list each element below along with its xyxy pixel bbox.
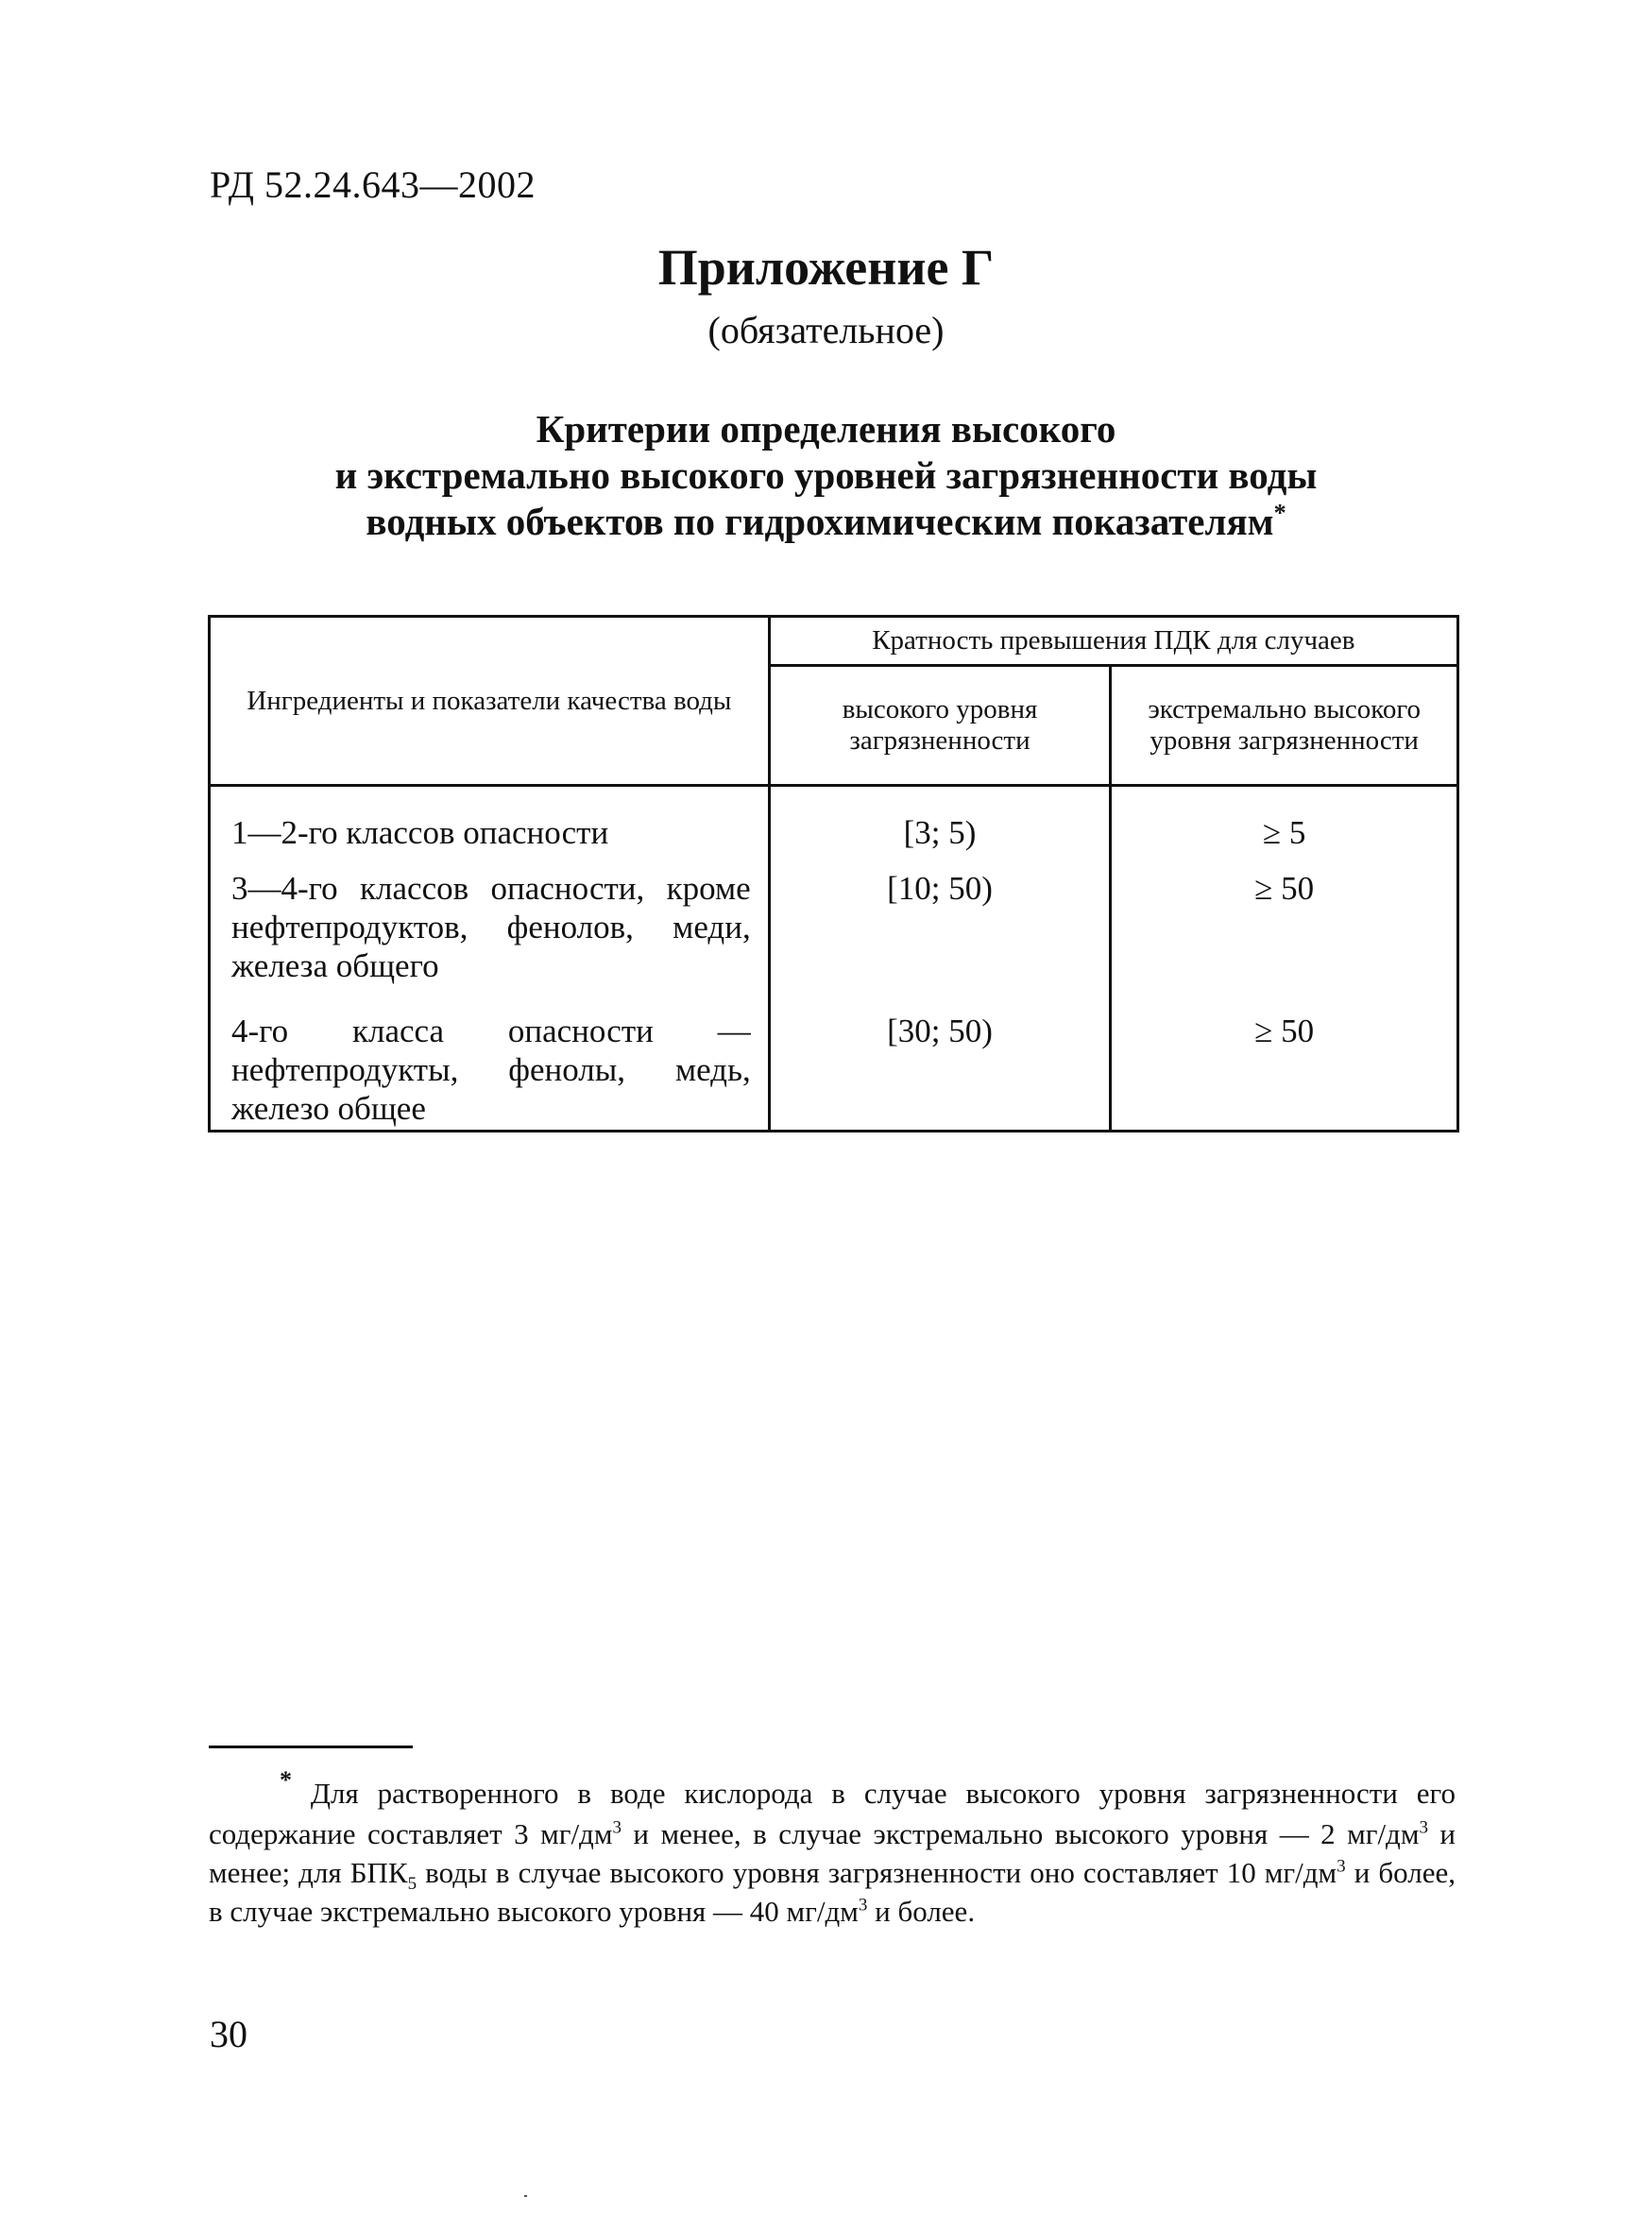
extreme-level-cell: ≥ 50 bbox=[1111, 865, 1458, 1008]
footnote-text: и менее, в случае экстремально высокого уровня — 2 мг/дм bbox=[621, 1817, 1420, 1850]
criteria-title-line: и экстремально высокого уровней загрязненности воды bbox=[334, 453, 1318, 497]
high-level-cell: [3; 5) bbox=[769, 786, 1111, 866]
table-row bbox=[210, 786, 1458, 866]
header-ingredients: Ингредиенты и показатели качества воды bbox=[210, 617, 770, 786]
criteria-title-line bbox=[0, 499, 1652, 545]
document-code: РД 52.24.643—2002 bbox=[210, 163, 536, 206]
ingredient-cell: 3—4-го классов опасности, кроме нефтепродуктов, фенолов, меди, железа общего bbox=[210, 865, 770, 1008]
page-number: 30 bbox=[210, 2013, 247, 2055]
footnote-superscript: 3 bbox=[858, 1895, 868, 1916]
criteria-table bbox=[208, 615, 1459, 1133]
footnote-superscript: 3 bbox=[1419, 1817, 1428, 1838]
scan-speck bbox=[524, 2195, 527, 2197]
criteria-title-line: Критерии определения высокого bbox=[536, 407, 1116, 451]
footnote-text: Для растворенного в воде кислорода в случае высокого уровня загрязненности его содержание составляет 3 мг/дм bbox=[209, 1777, 1456, 1850]
footnote-text: и более, в случае экстремально высокого уровня — 40 мг/дм bbox=[209, 1856, 1456, 1928]
header-excess-group: Кратность превышения ПДК для случаев bbox=[769, 617, 1457, 666]
criteria-title-line-text: водных объектов по гидрохимическим показателям bbox=[366, 500, 1274, 543]
footnote-subscript: 5 bbox=[407, 1874, 417, 1895]
table-header-row bbox=[210, 617, 1458, 666]
footnote-text: и более. bbox=[867, 1895, 976, 1928]
ingredient-cell: 4-го класса опасности — нефтепродукты, фенолы, медь, железо общее bbox=[210, 1008, 770, 1132]
criteria-title bbox=[0, 406, 1652, 545]
header-extreme-level: экстремально высокого уровня загрязненности bbox=[1111, 666, 1458, 786]
appendix-status: (обязательное) bbox=[707, 309, 945, 351]
table-row bbox=[210, 865, 1458, 1008]
table-row bbox=[210, 1008, 1458, 1132]
header-high-level: высокого уровня загрязненности bbox=[769, 666, 1111, 786]
appendix-title: Приложение Г bbox=[657, 239, 995, 296]
footnote-text: воды в случае высокого уровня загрязненности оно составляет 10 мг/дм bbox=[417, 1856, 1337, 1889]
extreme-level-cell: ≥ 50 bbox=[1111, 1008, 1458, 1132]
extreme-level-cell: ≥ 5 bbox=[1111, 786, 1458, 866]
footnote-mark: * bbox=[280, 1766, 292, 1794]
footnote-superscript: 3 bbox=[1337, 1856, 1346, 1877]
footnote-reference: * bbox=[1273, 499, 1286, 527]
footnote-divider bbox=[209, 1746, 413, 1748]
footnote-superscript: 3 bbox=[612, 1817, 622, 1838]
ingredient-cell: 1—2-го классов опасности bbox=[210, 786, 770, 866]
high-level-cell: [10; 50) bbox=[769, 865, 1111, 1008]
high-level-cell: [30; 50) bbox=[769, 1008, 1111, 1132]
footnote bbox=[209, 1766, 1456, 1931]
footnote-text: и менее; для БПК bbox=[209, 1817, 1456, 1889]
